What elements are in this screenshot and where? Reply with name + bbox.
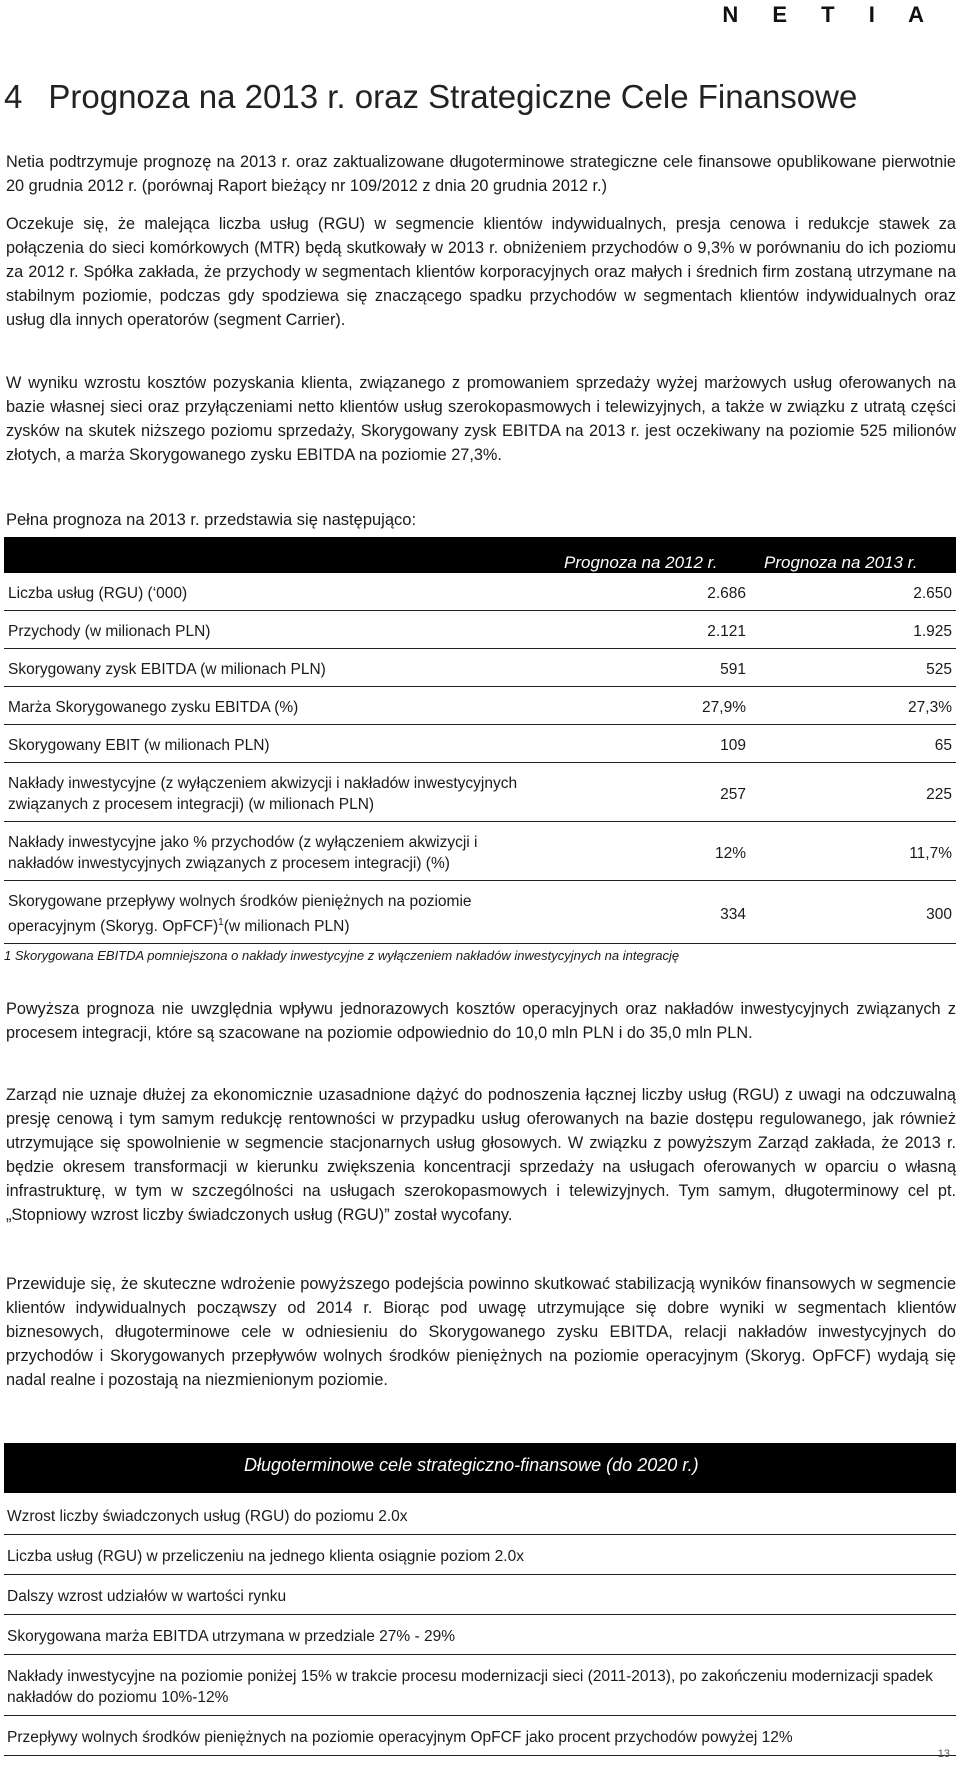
goal-item: Nakłady inwestycyjne na poziomie poniżej 15% w trakcie procesu modernizacji sieci (2011-2013), po zakończeniu modernizacji spadek nakładów do poziomu 10%-12%	[4, 1655, 956, 1716]
value-2012: 334	[544, 881, 750, 944]
section-heading	[4, 78, 857, 116]
row-label: Liczba usług (RGU) (‘000)	[4, 573, 544, 611]
table-caption: Pełna prognoza na 2013 r. przedstawia się następująco:	[6, 511, 417, 529]
table-row	[4, 649, 956, 687]
paragraph-revenue: Oczekuje się, że malejąca liczba usług (RGU) w segmencie klientów indywidualnych, presja cenowa i redukcje stawek za połączenia do sieci komórkowych (MTR) będą skutkowały w 2013 r. obniżeniem przychodów o 9,3% w porównaniu do ich poziomu za 2012 r. Spółka zakłada, że przychody w segmentach klientów korporacyjnych oraz małych i średnich firm zostaną utrzymane na stabilnym poziomie, podczas gdy spodziewa się znaczącego spadku przychodów w segmentach klientów indywidualnych oraz usług dla innych operatorów (segment Carrier).	[6, 215, 956, 329]
value-2012: 257	[544, 763, 750, 822]
header-2013: Prognoza na 2013 r.	[750, 537, 956, 573]
value-2012: 12%	[544, 822, 750, 881]
row-label-main: Skorygowane przepływy wolnych środków pieniężnych na poziomie operacyjnym (Skoryg. OpFCF)	[8, 893, 472, 936]
goals-header: Długoterminowe cele strategiczno-finansowe (do 2020 r.)	[4, 1443, 956, 1493]
table-row	[4, 822, 956, 881]
value-2012: 2.686	[544, 573, 750, 611]
goal-item: Liczba usług (RGU) w przeliczeniu na jednego klienta osiągnie poziom 2.0x	[4, 1535, 956, 1575]
value-2012: 2.121	[544, 611, 750, 649]
paragraph-one-off-costs: Powyższa prognoza nie uwzględnia wpływu jednorazowych kosztów operacyjnych oraz nakładów inwestycyjnych związanych z procesem integracji, które są szacowane na poziomie odpowiednio do 10,0 mln PLN i do 35,0 mln PLN.	[6, 1000, 956, 1042]
table-row	[4, 881, 956, 944]
value-2012: 109	[544, 725, 750, 763]
goal-item: Wzrost liczby świadczonych usług (RGU) do poziomu 2.0x	[4, 1495, 956, 1535]
value-2013: 300	[750, 881, 956, 944]
page-number: 13	[937, 1748, 950, 1760]
value-2013: 11,7%	[750, 822, 956, 881]
table-row	[4, 573, 956, 611]
value-2013: 525	[750, 649, 956, 687]
goals-list	[4, 1495, 956, 1756]
paragraph-stabilization: Przewiduje się, że skuteczne wdrożenie powyższego podejścia powinno skutkować stabilizacją wyników finansowych w segmencie klientów indywidualnych począwszy od 2014 r. Biorąc pod uwagę utrzymujące się dobre wyniki w segmentach klientów biznesowych, długoterminowe cele w odniesieniu do Skorygowanego zysku EBITDA, relacji nakładów inwestycyjnych do przychodów i Skorygowanych przepływów wolnych środków pieniężnych na poziomie operacyjnym (Skoryg. OpFCF) wydają się nadal realne i pozostają na niezmienionym poziomie.	[6, 1275, 956, 1389]
company-logo: N E T I A	[722, 2, 938, 27]
table-row	[4, 725, 956, 763]
value-2013: 1.925	[750, 611, 956, 649]
table-row	[4, 763, 956, 822]
value-2013: 27,3%	[750, 687, 956, 725]
row-label: Nakłady inwestycyjne jako % przychodów (z wyłączeniem akwizycji i nakładów inwestycyjnych związanych z procesem integracji) (%)	[4, 822, 544, 881]
table-footnote: 1 Skorygowana EBITDA pomniejszona o nakłady inwestycyjne z wyłączeniem nakładów inwestycyjnych na integrację	[4, 948, 680, 963]
header-2012: Prognoza na 2012 r.	[544, 537, 750, 573]
value-2012: 27,9%	[544, 687, 750, 725]
value-2012: 591	[544, 649, 750, 687]
table-row	[4, 611, 956, 649]
value-2013: 2.650	[750, 573, 956, 611]
value-2013: 225	[750, 763, 956, 822]
table-row	[4, 687, 956, 725]
header-empty	[4, 537, 544, 573]
goal-item: Skorygowana marża EBITDA utrzymana w przedziale 27% - 29%	[4, 1615, 956, 1655]
paragraph-intro: Netia podtrzymuje prognozę na 2013 r. oraz zaktualizowane długoterminowe strategiczne cele finansowe opublikowane pierwotnie 20 grudnia 2012 r. (porównaj Raport bieżący nr 109/2012 z dnia 20 grudnia 2012 r.)	[6, 153, 956, 195]
goal-item: Dalszy wzrost udziałów w wartości rynku	[4, 1575, 956, 1615]
paragraph-ebitda: W wyniku wzrostu kosztów pozyskania klienta, związanego z promowaniem sprzedaży wyżej marżowych usług oferowanych na bazie własnej sieci oraz przyłączeniami netto klientów usług szerokopasmowych i telewizyjnych, a także w związku z utratą części zysków na skutek niższego poziomu sprzedaży, Skorygowany zysk EBITDA na 2013 r. jest oczekiwany na poziomie 525 milionów złotych, a marża Skorygowanego zysku EBITDA na poziomie 27,3%.	[6, 374, 956, 464]
section-title: Prognoza na 2013 r. oraz Strategiczne Cele Finansowe	[48, 78, 858, 115]
paragraph-rgu-goal: Zarząd nie uznaje dłużej za ekonomicznie uzasadnione dążyć do podnoszenia łącznej liczby usług (RGU) z uwagi na odczuwalną presję cenową i tym samym redukcję rentowności w przypadku usług oferowanych na bazie dostępu regulowanego, jak również utrzymujące się spowolnienie w segmencie stacjonarnych usług głosowych. W związku z powyższym Zarząd zakłada, że 2013 r. będzie okresem transformacji w kierunku zwiększenia koncentracji sprzedaży na usługach oferowanych w oparciu o własną infrastrukturę, w tym w szczególności na usługach szerokopasmowych i telewizyjnych. Tym samym, długoterminowy cel pt. „Stopniowy wzrost liczby świadczonych usług (RGU)” został wycofany.	[6, 1086, 956, 1224]
row-label	[4, 881, 544, 944]
row-label: Marża Skorygowanego zysku EBITDA (%)	[4, 687, 544, 725]
section-number: 4	[4, 78, 23, 115]
row-label: Skorygowany EBIT (w milionach PLN)	[4, 725, 544, 763]
forecast-table	[4, 537, 956, 944]
row-label: Przychody (w milionach PLN)	[4, 611, 544, 649]
footnote-marker: 1	[218, 917, 224, 928]
forecast-header-row	[4, 537, 956, 573]
row-label: Nakłady inwestycyjne (z wyłączeniem akwizycji i nakładów inwestycyjnych związanych z procesem integracji) (w milionach PLN)	[4, 763, 544, 822]
row-label: Skorygowany zysk EBITDA (w milionach PLN)	[4, 649, 544, 687]
row-label-tail: (w milionach PLN)	[223, 918, 350, 936]
goal-item: Przepływy wolnych środków pieniężnych na poziomie operacyjnym OpFCF jako procent przychodów powyżej 12%	[4, 1716, 956, 1756]
value-2013: 65	[750, 725, 956, 763]
